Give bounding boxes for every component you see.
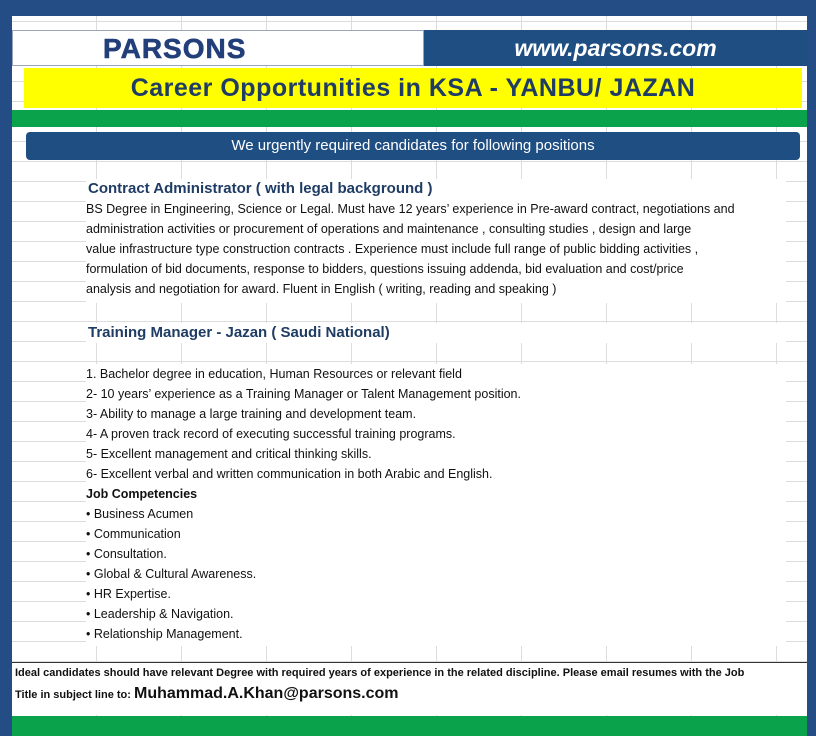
footer-line-2-prefix: Title in subject line to: (15, 689, 134, 701)
footer-note (12, 662, 807, 715)
page-title: Career Opportunities in KSA - YANBU/ JAZAN (130, 74, 696, 102)
competencies-heading: Job Competencies (86, 487, 198, 501)
website-box (424, 30, 807, 66)
website-link[interactable]: www.parsons.com (514, 35, 717, 61)
job-title: Contract Administrator ( with legal background ) (88, 180, 433, 197)
requirement-item: 4- A proven track record of executing successful training programs. (86, 427, 456, 441)
competency-item: • Leadership & Navigation. (86, 607, 234, 621)
requirement-item: 5- Excellent management and critical thinking skills. (86, 447, 372, 461)
requirement-item: 3- Ability to manage a large training and development team. (86, 407, 417, 421)
requirement-item: 2- 10 years’ experience as a Training Manager or Talent Management position. (86, 387, 521, 401)
logo-box (12, 30, 424, 66)
job-description-line: value infrastructure type construction contracts . Experience must include full range of public bidding activities , (86, 242, 699, 256)
footer-line-2 (15, 685, 399, 703)
competency-item: • HR Expertise. (86, 587, 171, 601)
competency-item: • Communication (86, 527, 181, 541)
competency-item: • Consultation. (86, 547, 167, 561)
title-banner (24, 68, 802, 108)
competency-item: • Relationship Management. (86, 627, 243, 641)
job-training-manager-title-row (86, 323, 786, 343)
parsons-logo: PARSONS (103, 33, 247, 64)
job-description-line: formulation of bid documents, response to bidders, questions issuing addenda, bid evaluation and cost/price (86, 262, 684, 276)
green-divider-bottom (12, 716, 807, 736)
job-description-line: analysis and negotiation for award. Fluent in English ( writing, reading and speaking ) (86, 282, 557, 296)
job-contract-administrator (86, 179, 786, 303)
green-divider-top (12, 110, 807, 127)
urgent-banner-text: We urgently required candidates for following positions (231, 137, 595, 154)
urgent-banner (26, 132, 800, 160)
job-training-manager (86, 364, 786, 646)
competency-item: • Global & Cultural Awareness. (86, 567, 257, 581)
requirement-item: 1. Bachelor degree in education, Human Resources or relevant field (86, 367, 462, 381)
job-title: Training Manager - Jazan ( Saudi National) (88, 324, 390, 341)
job-description-line: BS Degree in Engineering, Science or Legal. Must have 12 years’ experience in Pre-award contract, negotiations and (86, 202, 735, 216)
competency-item: • Business Acumen (86, 507, 194, 521)
footer-line-1: Ideal candidates should have relevant Degree with required years of experience in the related discipline. Please email resumes with the Job (15, 667, 745, 679)
requirement-item: 6- Excellent verbal and written communication in both Arabic and English. (86, 467, 493, 481)
job-description-line: administration activities or procurement of operations and maintenance , consulting studies , design and large (86, 222, 692, 236)
flyer-sheet (12, 16, 807, 736)
contact-email[interactable]: Muhammad.A.Khan@parsons.com (133, 685, 399, 702)
